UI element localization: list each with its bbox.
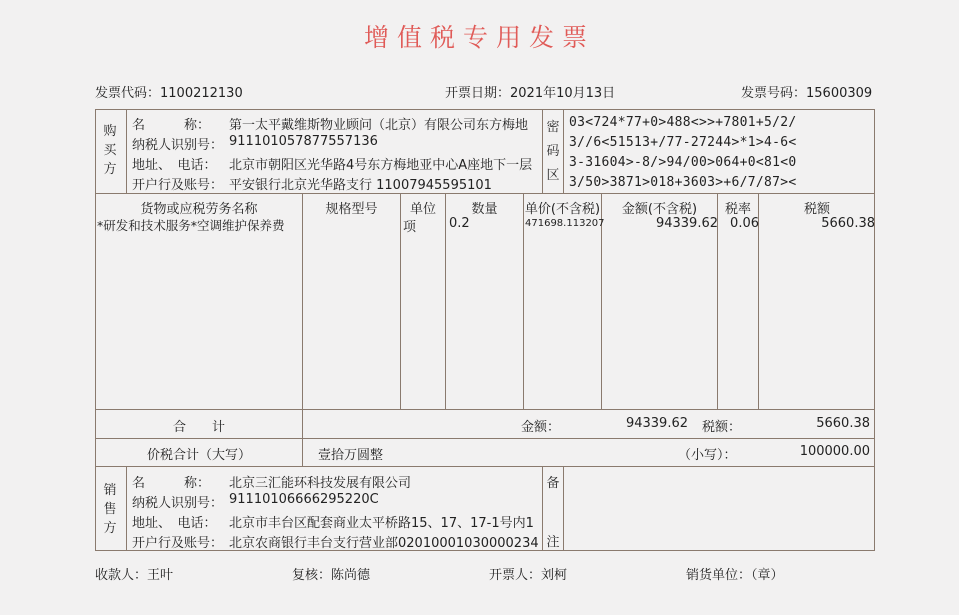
divider-col-spec bbox=[400, 193, 401, 409]
divider-col-name bbox=[302, 193, 303, 466]
header-rate: 税率 bbox=[724, 202, 751, 217]
payee-value: 王叶 bbox=[147, 568, 174, 583]
buyer-tax-id: 911101057877557136 bbox=[229, 134, 378, 149]
invoice-code-label: 发票代码： bbox=[95, 86, 161, 101]
divider-col-qty bbox=[523, 193, 524, 409]
seller-label-char: 方 bbox=[103, 521, 117, 536]
payee-label: 收款人： bbox=[95, 568, 148, 583]
invoice-date bbox=[445, 82, 615, 101]
item-price: 471698.113207 bbox=[525, 218, 605, 229]
header-tax: 税额 bbox=[803, 202, 830, 217]
seller-section-label bbox=[100, 481, 120, 538]
grand-total-small-label: （小写）： bbox=[678, 448, 737, 463]
buyer-name: 第一太平戴维斯物业顾问（北京）有限公司东方梅地 bbox=[229, 118, 529, 133]
cipher-label-char: 区 bbox=[546, 168, 560, 183]
seller-name: 北京三汇能环科技发展有限公司 bbox=[229, 476, 412, 491]
invoice-date-label: 开票日期： bbox=[445, 86, 511, 101]
divider-buyer-label bbox=[126, 109, 127, 193]
grand-total-label: 价税合计（大写） bbox=[146, 448, 251, 463]
item-unit: 项 bbox=[403, 220, 417, 235]
seller-bank-label: 开户行及账号： bbox=[132, 536, 224, 551]
header-item-name: 货物或应税劳务名称 bbox=[140, 202, 258, 217]
remarks-label-bottom: 注 bbox=[546, 535, 560, 550]
total-amount-label: 金额： bbox=[521, 420, 561, 435]
footer-seller-unit: 销货单位：（章） bbox=[686, 568, 784, 583]
divider-seller-label bbox=[126, 466, 127, 551]
grand-total-uppercase: 壹拾万圆整 bbox=[318, 448, 384, 463]
header-unit: 单位 bbox=[409, 202, 436, 217]
seller-address-label: 地址、 电话： bbox=[132, 516, 217, 531]
item-name: *研发和技术服务*空调维护保养费 bbox=[97, 218, 285, 233]
item-rate: 0.06 bbox=[730, 216, 759, 231]
total-tax-label: 税额： bbox=[702, 420, 742, 435]
cipher-label-char: 密 bbox=[546, 120, 560, 135]
item-qty: 0.2 bbox=[449, 216, 470, 231]
header-price: 单价(不含税) bbox=[524, 202, 601, 217]
cipher-line: 3//6<51513+/77-27244>*1>4-6< bbox=[569, 135, 797, 150]
item-tax: 5660.38 bbox=[821, 216, 875, 231]
total-label: 合 计 bbox=[172, 420, 225, 435]
invoice-number bbox=[741, 82, 872, 101]
grand-total-value: 100000.00 bbox=[799, 444, 870, 459]
cipher-line: 3-31604>-8/>94/00>064+0<81<0 bbox=[569, 155, 797, 170]
seller-tax-id: 91110106666295220C bbox=[229, 492, 379, 507]
divider-cipher-label bbox=[563, 109, 564, 193]
seller-label-char: 售 bbox=[103, 502, 117, 517]
buyer-section-label bbox=[100, 122, 120, 179]
divider-items-bottom bbox=[95, 409, 875, 410]
item-amount: 94339.62 bbox=[655, 216, 718, 231]
remarks-area bbox=[564, 467, 874, 550]
buyer-tax-id-label: 纳税人识别号： bbox=[132, 138, 224, 153]
cipher-section-label bbox=[543, 116, 563, 188]
cipher-line: 3/50>3871>018+3603>+6/7/87>< bbox=[569, 175, 797, 190]
invoice-number-label: 发票号码： bbox=[741, 86, 807, 101]
buyer-label-char: 方 bbox=[103, 162, 117, 177]
buyer-address-label: 地址、 电话： bbox=[132, 158, 217, 173]
buyer-label-char: 买 bbox=[103, 143, 117, 158]
total-tax: 5660.38 bbox=[816, 416, 870, 431]
invoice-number-value: 15600309 bbox=[806, 86, 873, 101]
buyer-bank-label: 开户行及账号： bbox=[132, 178, 224, 193]
invoice-title: 增值税专用发票 bbox=[363, 23, 595, 52]
seller-bank: 北京农商银行丰台支行营业部02010001030000234 bbox=[229, 536, 539, 551]
drawer-value: 刘柯 bbox=[541, 568, 568, 583]
invoice-code-value: 1100212130 bbox=[160, 86, 243, 101]
buyer-bank: 平安银行北京光华路支行 11007945595101 bbox=[229, 178, 492, 193]
divider-remarks-left bbox=[542, 466, 543, 551]
invoice-code bbox=[95, 82, 243, 101]
remarks-label-top: 备 bbox=[546, 476, 560, 491]
footer-reviewer bbox=[292, 564, 370, 583]
drawer-label: 开票人： bbox=[489, 568, 542, 583]
header-qty: 数量 bbox=[471, 202, 498, 217]
seller-address: 北京市丰台区配套商业太平桥路15、17、17-1号内1 bbox=[229, 516, 534, 531]
header-amount: 金额(不含税) bbox=[621, 202, 698, 217]
reviewer-value: 陈尚德 bbox=[331, 568, 371, 583]
footer-drawer bbox=[489, 564, 567, 583]
invoice-date-value: 2021年10月13日 bbox=[510, 86, 616, 101]
seller-tax-id-label: 纳税人识别号： bbox=[132, 496, 224, 511]
cipher-label-char: 码 bbox=[546, 144, 560, 159]
header-spec: 规格型号 bbox=[325, 202, 378, 217]
buyer-label-char: 购 bbox=[103, 124, 117, 139]
divider-col-unit bbox=[445, 193, 446, 409]
divider-total-bottom bbox=[95, 438, 875, 439]
cipher-line: 03<724*77+0>488<>>+7801+5/2/ bbox=[569, 115, 797, 130]
reviewer-label: 复核： bbox=[292, 568, 332, 583]
buyer-address: 北京市朝阳区光华路4号东方梅地亚中心A座地下一层 bbox=[229, 158, 533, 173]
buyer-name-label: 名 称： bbox=[132, 118, 211, 133]
seller-label-char: 销 bbox=[103, 483, 117, 498]
footer-payee bbox=[95, 564, 173, 583]
seller-name-label: 名 称： bbox=[132, 476, 211, 491]
total-amount: 94339.62 bbox=[625, 416, 688, 431]
